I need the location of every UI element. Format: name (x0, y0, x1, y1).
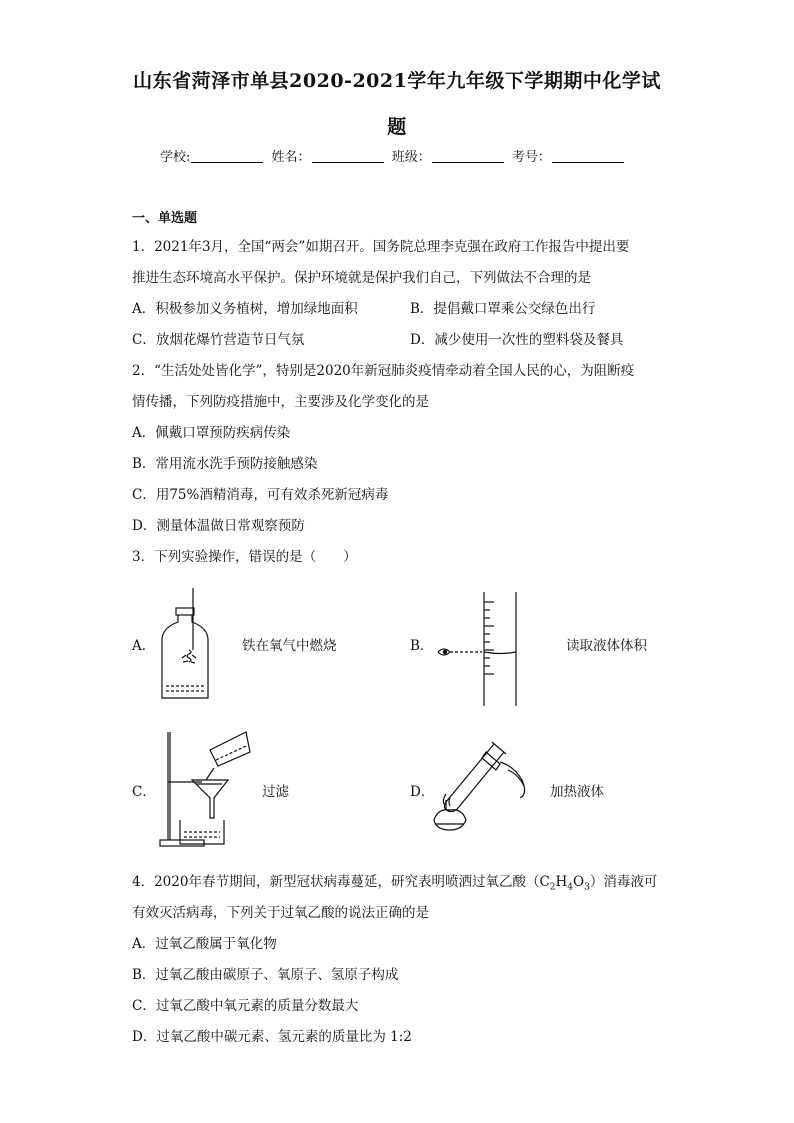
q2-option-b[interactable]: B．常用流水洗手预防接触感染 (132, 456, 318, 472)
q4-formula-sub-h: 4 (567, 882, 574, 893)
q4-formula-sub-c: 2 (549, 882, 556, 893)
q1-option-b[interactable]: B．提倡戴口罩乘公交绿色出行 (410, 301, 596, 317)
filtration-figure (156, 724, 252, 848)
q4-stem-start: 4．2020年春节期间，新型冠状病毒蔓延，研究表明喷洒过氧乙酸（C (132, 874, 550, 890)
q3-option-d-letter[interactable]: D． (410, 784, 435, 800)
q4-stem-line2: 有效灭活病毒，下列关于过氧乙酸的说法正确的是 (132, 905, 429, 921)
q2-option-c[interactable]: C．用75%酒精消毒，可有效杀死新冠病毒 (132, 487, 389, 503)
q1-option-a[interactable]: A．积极参加义务植树，增加绿地面积 (132, 301, 358, 317)
q4-formula-h: H (555, 874, 568, 890)
q1-option-d[interactable]: D．减少使用一次性的塑料袋及餐具 (410, 332, 624, 348)
q3-option-b-caption: 读取液体体积 (566, 638, 647, 654)
school-label: 学校: (160, 150, 191, 165)
q1-option-c[interactable]: C．放烟花爆竹营造节日气氛 (132, 332, 305, 348)
school-blank[interactable] (191, 149, 263, 163)
q4-option-d[interactable]: D．过氧乙酸中碳元素、氢元素的质量比为 1:2 (132, 1029, 412, 1045)
q3-option-b-letter[interactable]: B． (410, 638, 434, 654)
exam-title-line2: 题 (387, 116, 407, 138)
q4-stem-end: ）消毒液可 (589, 874, 658, 890)
exam-number-label: 考号： (511, 150, 551, 165)
reading-liquid-volume-figure (436, 592, 520, 706)
q3-option-c-letter[interactable]: C． (132, 784, 156, 800)
q1-stem-line1: 1．2021年3月，全国“两会”如期召开。国务院总理李克强在政府工作报告中提出要 (132, 239, 630, 255)
name-blank[interactable] (312, 149, 384, 163)
q2-option-a[interactable]: A．佩戴口罩预防疾病传染 (132, 425, 291, 441)
q4-option-a[interactable]: A．过氧乙酸属于氧化物 (132, 936, 277, 952)
heating-liquid-figure (428, 740, 532, 836)
q4-formula-o: O (573, 874, 585, 890)
q3-option-d-caption: 加热液体 (550, 784, 604, 800)
section-title: 一、单选题 (132, 211, 198, 226)
q1-stem-line2: 推进生态环境高水平保护。保护环境就是保护我们自己，下列做法不合理的是 (132, 270, 591, 286)
iron-burning-in-oxygen-figure (160, 588, 210, 706)
q3-option-a-letter[interactable]: A． (132, 638, 156, 654)
class-blank[interactable] (432, 149, 504, 163)
q4-formula-sub-o: 3 (584, 882, 590, 893)
q2-option-d[interactable]: D．测量体温做日常观察预防 (132, 518, 305, 534)
exam-number-blank[interactable] (552, 149, 624, 163)
q4-option-b[interactable]: B．过氧乙酸由碳原子、氧原子、氢原子构成 (132, 967, 399, 983)
q2-stem-line1: 2．“生活处处皆化学”，特别是2020年新冠肺炎疫情牵动着全国人民的心，为阻断疫 (132, 363, 635, 379)
name-label: 姓名： (271, 150, 311, 165)
q3-option-a-caption: 铁在氧气中燃烧 (242, 638, 337, 654)
q3-stem: 3．下列实验操作，错误的是（ ） (132, 549, 357, 565)
class-label: 班级： (391, 150, 431, 165)
q4-option-c[interactable]: C．过氧乙酸中氧元素的质量分数最大 (132, 998, 359, 1014)
exam-title-line1: 山东省菏泽市单县2020-2021学年九年级下学期期中化学试 (133, 70, 661, 92)
q2-stem-line2: 情传播，下列防疫措施中，主要涉及化学变化的是 (132, 394, 429, 410)
q3-option-c-caption: 过滤 (262, 784, 289, 800)
student-info-fields (160, 146, 628, 165)
q4-stem-line1 (132, 870, 657, 893)
